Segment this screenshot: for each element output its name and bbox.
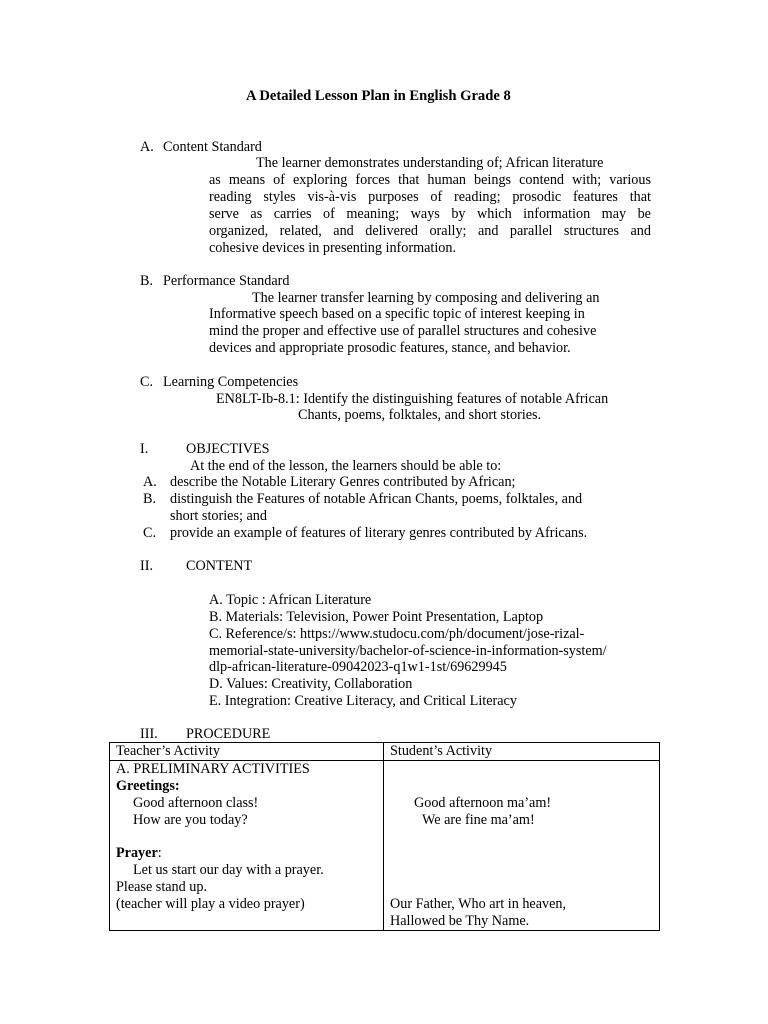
- content-standard-line: serve as carries of meaning; ways by which information may be: [209, 206, 651, 222]
- content-standard-line: as means of exploring forces that human beings contend with; various: [209, 172, 651, 188]
- learning-competency-line: Chants, poems, folktales, and short stories.: [298, 407, 542, 423]
- teacher-line: (teacher will play a video prayer): [116, 896, 305, 913]
- content-numeral: II.: [140, 558, 153, 574]
- prayer-label: Prayer: [116, 845, 158, 862]
- objective-text: provide an example of features of literary genres contributed by Africans.: [170, 525, 588, 541]
- student-line: Our Father, Who art in heaven,: [390, 896, 567, 913]
- prayer-colon: :: [157, 845, 162, 862]
- blank-line: [390, 828, 659, 845]
- table-row: [110, 760, 660, 930]
- performance-standard-line: The learner transfer learning by composing and delivering an: [252, 290, 600, 306]
- content-standard-heading: Content Standard: [163, 139, 262, 155]
- blank-line: [390, 879, 659, 896]
- performance-standard-heading: Performance Standard: [163, 273, 290, 289]
- procedure-numeral: III.: [140, 726, 158, 742]
- teacher-line: Let us start our day with a prayer.: [133, 862, 324, 879]
- procedure-table: [109, 742, 660, 931]
- content-heading: CONTENT: [186, 558, 253, 574]
- teacher-line: Good afternoon class!: [133, 794, 259, 811]
- teacher-line: How are you today?: [133, 811, 248, 828]
- performance-standard-line: devices and appropriate prosodic features, stance, and behavior.: [209, 340, 571, 356]
- content-line: memorial-state-university/bachelor-of-science-in-information-system/: [209, 643, 607, 659]
- performance-standard-line: mind the proper and effective use of parallel structures and cohesive: [209, 323, 597, 339]
- content-standard-line: reading styles vis-à-vis purposes of reading; prosodic features that: [209, 189, 651, 205]
- student-line: Hallowed be Thy Name.: [390, 912, 530, 929]
- learning-competency-line: EN8LT-Ib-8.1: Identify the distinguishing features of notable African: [216, 391, 609, 407]
- table-header-row: [110, 743, 660, 761]
- student-line: Good afternoon ma’am!: [414, 794, 552, 811]
- objectives-numeral: I.: [140, 441, 149, 457]
- learning-competencies-marker: C.: [140, 374, 154, 390]
- objective-marker: B.: [143, 491, 157, 507]
- prayer-heading: [116, 845, 383, 862]
- student-activity-cell: [384, 760, 660, 930]
- content-line: C. Reference/s: https://www.studocu.com/ph/document/jose-rizal-: [209, 626, 585, 642]
- blank-line: [116, 828, 383, 845]
- objective-marker: A.: [143, 474, 157, 490]
- blank-line: [390, 862, 659, 879]
- objective-text: short stories; and: [170, 508, 267, 524]
- teacher-activity-cell: [110, 760, 384, 930]
- procedure-heading: PROCEDURE: [186, 726, 271, 742]
- teacher-activity-header-text: Teacher’s Activity: [116, 743, 220, 759]
- blank-line: [116, 913, 383, 930]
- performance-standard-line: Informative speech based on a specific topic of interest keeping in: [209, 306, 585, 322]
- objective-text: describe the Notable Literary Genres contributed by African;: [170, 474, 516, 490]
- content-line: E. Integration: Creative Literacy, and Critical Literacy: [209, 693, 517, 709]
- objective-marker: C.: [143, 525, 157, 541]
- objectives-intro: At the end of the lesson, the learners should be able to:: [190, 458, 502, 474]
- teacher-line: Please stand up.: [116, 879, 208, 896]
- content-line: dlp-african-literature-09042023-q1w1-1st/69629945: [209, 659, 507, 675]
- student-activity-header-text: Student’s Activity: [390, 743, 493, 759]
- content-line: A. Topic : African Literature: [209, 592, 372, 608]
- blank-line: [390, 778, 659, 795]
- objective-text: distinguish the Features of notable African Chants, poems, folktales, and: [170, 491, 583, 507]
- preliminary-activities-label: A. PRELIMINARY ACTIVITIES: [116, 760, 310, 777]
- content-standard-marker: A.: [140, 139, 154, 155]
- objectives-heading: OBJECTIVES: [186, 441, 270, 457]
- greetings-label: Greetings:: [116, 777, 180, 794]
- student-line: We are fine ma’am!: [422, 811, 535, 828]
- teacher-activity-header: [110, 743, 384, 761]
- content-line: D. Values: Creativity, Collaboration: [209, 676, 413, 692]
- content-line: B. Materials: Television, Power Point Presentation, Laptop: [209, 609, 544, 625]
- document-title: A Detailed Lesson Plan in English Grade 8: [246, 88, 511, 104]
- blank-line: [390, 761, 659, 778]
- learning-competencies-heading: Learning Competencies: [163, 374, 299, 390]
- content-standard-line: The learner demonstrates understanding of; African literature: [256, 155, 604, 171]
- blank-line: [390, 845, 659, 862]
- performance-standard-marker: B.: [140, 273, 154, 289]
- content-standard-line: organized, related, and delivered orally; and parallel structures and: [209, 223, 651, 239]
- student-activity-header: [384, 743, 660, 761]
- content-standard-line: cohesive devices in presenting information.: [209, 240, 457, 256]
